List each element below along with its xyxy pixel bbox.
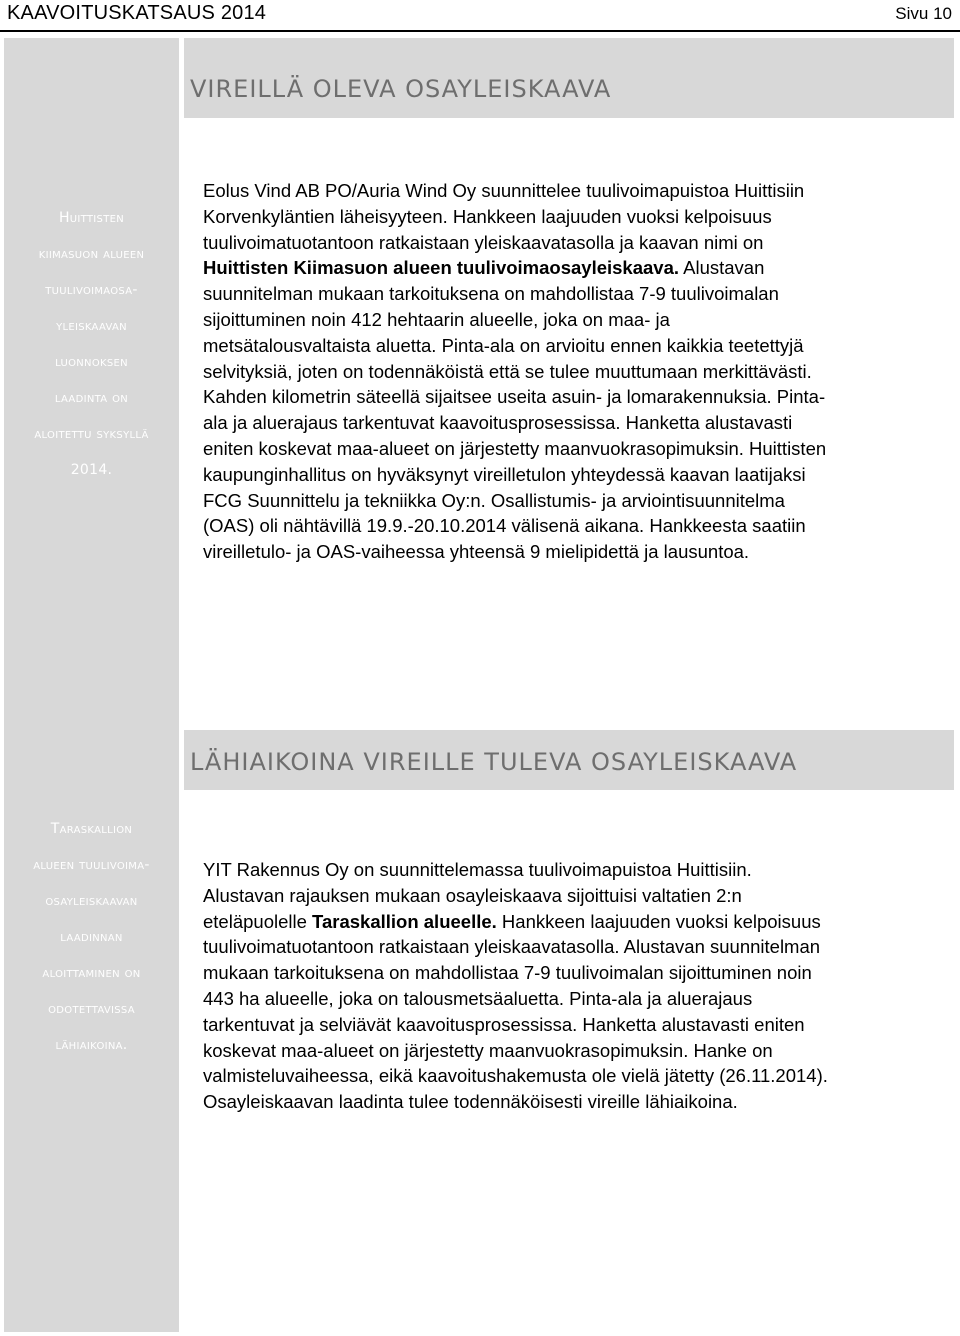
- page-number: Sivu 10: [895, 4, 952, 23]
- body-line: ala ja aluerajaus tarkentuvat kaavoitusprosessissa. Hanketta alustavasti: [203, 412, 793, 434]
- header-divider: [0, 30, 960, 32]
- body-line: YIT Rakennus Oy on suunnittelemassa tuulivoimapuistoa Huittisiin.: [203, 859, 752, 880]
- body-line: metsätalousvaltaista aluetta. Pinta-ala on arvioitu ennen kaikkia teetettyjä: [203, 334, 804, 356]
- sidebar-note-line: laadinta on: [54, 390, 129, 406]
- sidebar-note-line: 2014.: [70, 462, 113, 478]
- body-line: selvityksiä, joten on todennäköistä että se tulee muuttumaan merkittävästi.: [203, 360, 812, 382]
- section-body-taraskallio: [203, 857, 958, 1115]
- body-line: tuulivoimatuotantoon ratkaistaan yleiskaavatasolla ja kaavan nimi on: [203, 231, 764, 253]
- body-line: koskevat maa-alueet on järjestetty maanvuokrasopimuksin. Hanke on: [203, 1039, 773, 1061]
- body-line: eteläpuolelle Taraskallion alueelle. Hankkeen laajuuden vuoksi kelpoisuus: [203, 910, 821, 932]
- section-body-kiimasuo: [203, 178, 958, 565]
- body-line: FCG Suunnittelu ja tekniikka Oy:n. Osallistumis- ja arviointisuunnitelma: [203, 489, 785, 511]
- body-line: tarkentuvat ja selviävät kaavoitusprosessissa. Hanketta alustavasti eniten: [203, 1013, 805, 1035]
- body-line: Eolus Vind AB PO/Auria Wind Oy suunnittelee tuulivoimapuistoa Huittisiin: [203, 180, 805, 201]
- sidebar-note-line: Taraskallion: [50, 821, 133, 837]
- sidebar-note-line: osayleiskaavan: [45, 893, 138, 909]
- body-line: eniten koskevat maa-alueet on järjestetty maanvuokrasopimuksin. Huittisten: [203, 437, 827, 459]
- sidebar-note-line: yleiskaavan: [56, 318, 127, 334]
- section-heading-box: [184, 38, 954, 118]
- body-line: vireilletulo- ja OAS-vaiheessa yhteensä 9 mielipidettä ja lausuntoa.: [203, 541, 750, 563]
- sidebar-note-line: Huittisten: [58, 210, 125, 226]
- emphasized-area-name: Taraskallion alueelle.: [312, 910, 497, 932]
- section-heading-box: [184, 730, 954, 790]
- sidebar-note-taraskallio: [4, 811, 179, 1063]
- page-header: [0, 0, 960, 30]
- body-line: Korvenkyläntien läheisyyteen. Hankkeen laajuuden vuoksi kelpoisuus: [203, 205, 772, 227]
- body-line: tuulivoimatuotantoon ratkaistaan yleiskaavatasolla. Alustavan suunnitelman: [203, 936, 821, 958]
- sidebar-note-line: luonnoksen: [55, 354, 128, 370]
- sidebar-note-kiimasuo: [4, 200, 179, 488]
- body-line: suunnitelman mukaan tarkoituksena on mahdollistaa 7-9 tuulivoimalan: [203, 283, 779, 305]
- body-line: (OAS) oli nähtävillä 19.9.-20.10.2014 välisenä aikana. Hankkeesta saatiin: [203, 515, 806, 537]
- body-line: Kahden kilometrin säteellä sijaitsee useita asuin- ja lomarakennuksia. Pinta-: [203, 386, 826, 408]
- emphasized-plan-name: Huittisten Kiimasuon alueen tuulivoimaosayleiskaava.: [203, 257, 680, 279]
- body-line: Alustavan rajauksen mukaan osayleiskaava sijoittuisi valtatien 2:n: [203, 884, 742, 906]
- sidebar-note-line: alueen tuulivoima-: [33, 857, 150, 873]
- sidebar-note-line: tuulivoimaosa-: [45, 282, 138, 298]
- sidebar-note-line: laadinnan: [60, 929, 123, 945]
- document-title: KAAVOITUSKATSAUS 2014: [7, 2, 267, 24]
- sidebar-note-line: kiimasuon alueen: [38, 246, 145, 262]
- body-line: Huittisten Kiimasuon alueen tuulivoimaosayleiskaava. Alustavan: [203, 257, 765, 279]
- sidebar-note-line: odotettavissa: [48, 1001, 135, 1017]
- body-line: Osayleiskaavan laadinta tulee todennäköisesti vireille lähiaikoina.: [203, 1091, 738, 1113]
- body-line: valmisteluvaiheessa, eikä kaavoitushakemusta ole vielä jätetty (26.11.2014).: [203, 1065, 828, 1087]
- sidebar-note-line: lähiaikoina.: [55, 1037, 128, 1053]
- body-line: mukaan tarkoituksena on mahdollistaa 7-9 tuulivoimalan sijoittuminen noin: [203, 962, 812, 984]
- body-line: 443 ha alueelle, joka on talousmetsäaluetta. Pinta-ala ja aluerajaus: [203, 987, 753, 1009]
- body-line: sijoittuminen noin 412 hehtaarin alueelle, joka on maa- ja: [203, 308, 670, 330]
- body-line: kaupunginhallitus on hyväksynyt vireilletulon yhteydessä kaavan laatijaksi: [203, 463, 806, 485]
- sidebar-note-line: aloitettu syksyllä: [34, 426, 149, 442]
- sidebar-note-line: aloittaminen on: [42, 965, 141, 981]
- section-title: VIREILLÄ OLEVA OSAYLEISKAAVA: [190, 75, 612, 103]
- section-title: LÄHIAIKOINA VIREILLE TULEVA OSAYLEISKAAVA: [190, 748, 798, 776]
